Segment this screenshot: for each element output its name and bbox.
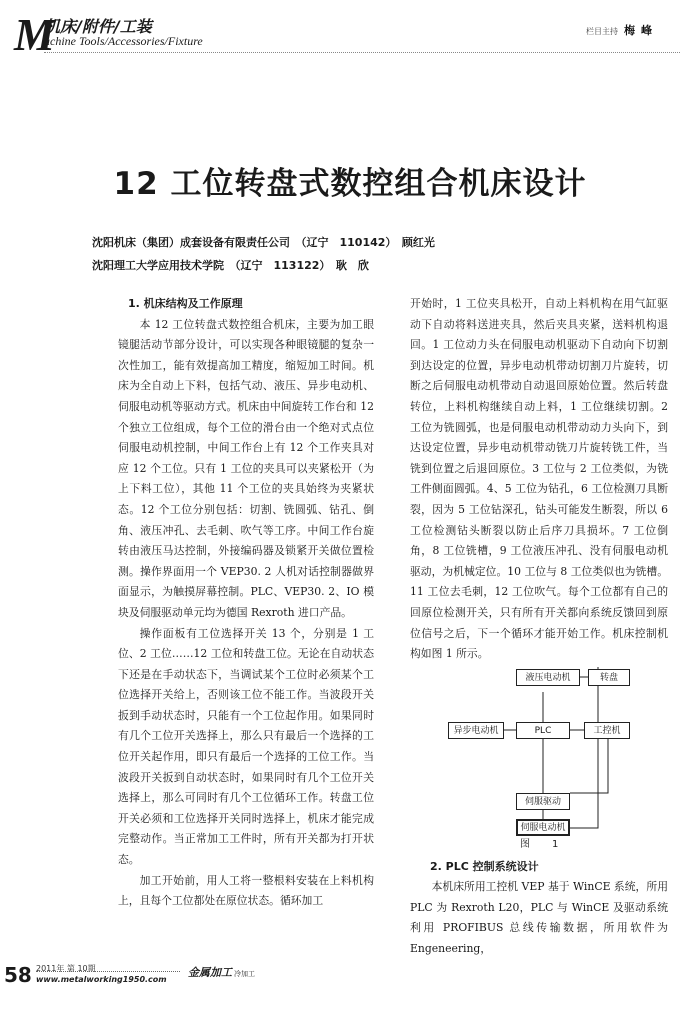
- column-title-en: achine Tools/Accessories/Fixture: [44, 34, 203, 48]
- column-title-cn: 机床/附件/工装: [44, 17, 152, 36]
- logo-letter: M: [14, 9, 55, 60]
- box-servo-drive: 伺服驱动: [516, 793, 570, 810]
- affiliation-2: 沈阳理工大学应用技术学院 （辽宁 113122） 耿 欣: [92, 259, 369, 272]
- issue-info: 2011年 第 10期: [36, 964, 96, 973]
- box-servo-motor: 伺服电动机: [516, 819, 570, 836]
- website-link[interactable]: www.metalworking1950.com: [36, 975, 167, 984]
- column-host-name: 梅峰: [624, 24, 658, 37]
- affiliation-1: 沈阳机床（集团）成套设备有限责任公司 （辽宁 110142） 顾红光: [92, 236, 435, 249]
- paragraph: 开始时，1 工位夹具松开，自动上料机构在用气缸驱动下自动将料送进夹具，然后夹具夹紧，送料机构退回。1 工位动力头在伺服电动机驱动下自动向下切割到达设定的位置，异步电动机带动切割刀片旋转，切断之后伺服电动机带动自动退回原始位置。然后转盘转位，上料机构继续自动上料，1 工位继续切割。2 工位为铣圆弧，也是伺服电动机带动动力头向下，到达设定位置，异步电动机带动铣刀片旋转铣工件，当铣到位置之后退回原位。3 工位与 2 工位类似，为铣工件侧面圆弧。4、5 工位为钻孔，6 工位检测刀具断裂，因为 5 工位钻深孔，钻头可能发生断裂，所以 6 工位检测钻头断裂以防止后序刀具损坏。7 工位倒角，8 工位铣槽，9 工位液压冲孔、没有伺服电动机驱动，为机械定位。10 工位与 8 工位类似也为铣槽。11 工位去毛刺，12 工位吹气。每个工位都有自己的回原位检测开关，只有所有开关都向系统反馈回到原位信号之后，下一个循环才能开始工作。机床控制机构如图 1 所示。: [410, 297, 668, 661]
- magazine-brand: [188, 964, 255, 980]
- right-column: [410, 294, 668, 960]
- brand-sub: 冷加工: [234, 970, 255, 978]
- control-diagram: [448, 667, 678, 857]
- figure-caption: 图 1: [520, 839, 565, 850]
- paragraph: 操作面板有工位选择开关 13 个，分别是 1 工位、2 工位……12 工位和转盘工位。无论在自动状态下还是在手动状态下，当调试某个工位时必须某个工位选择开关给上，否则该工位不能工作。当波段开关扳到手动状态时，只能有一个工位起作用。如果同时有几个工位开关选择上，那么只有最后一个选择的工位开关起作用，即只有最后一个选择的工位工作。当波段开关扳到自动状态时，如果同时有几个工位开关选择上，那么可同时有几个工位循环工作。转盘工位开关必须和工位选择开关同时选择上，机床才能完成完整动作。当正常加工工件时，所有开关都为打开状态。: [118, 626, 374, 867]
- section-2-heading: 2. PLC 控制系统设计: [430, 859, 539, 873]
- article-title: 12 工位转盘式数控组合机床设计: [113, 166, 587, 202]
- footer-divider: [36, 971, 180, 972]
- paragraph: 加工开始前，用人工将一整根料安装在上料机构上，且每个工位都处在原位状态。循环加工: [118, 873, 374, 908]
- left-column: [118, 294, 374, 912]
- paragraph: 本 12 工位转盘式数控组合机床，主要为加工眼镜腿活动节部分设计，可以实现各种眼镜腿的复杂一次性加工，能有效提高加工精度，缩短加工时间。机床为全自动上下料，包括气动、液压、异步电动机、伺服电动机等驱动方式。机床由中间旋转工作台和 12 个独立工位组成，每个工位的滑台由一个绝对式点位伺服电动机控制，中间工作台上有 12 个工作夹具对应 12 个工位。只有 1 工位的夹具可以夹紧松开（为上下料工位），其他 11 个工位的夹具始终为夹紧状态。12 个工位分别包括：切割、铣圆弧、钻孔、倒角、液压冲孔、去毛刺、吹气等工序。中间工作台旋转由液压马达控制，外接编码器及锁紧开关做位置检测。操作界面用一个 VEP30. 2 人机对话控制器做界面显示，为触摸屏幕控制。PLC、VEP30. 2、IO 模块及伺服驱动单元均为德国 Rexroth 进口产品。: [118, 317, 374, 619]
- box-hydraulic-motor: 液压电动机: [516, 669, 580, 686]
- box-ipc: 工控机: [584, 722, 630, 739]
- column-host-label: 栏目主持: [586, 27, 618, 36]
- box-plc: PLC: [516, 722, 570, 739]
- brand-name: 金属加工: [188, 966, 232, 979]
- header-divider: [44, 52, 680, 53]
- section-1-heading: 1. 机床结构及工作原理: [128, 297, 243, 310]
- box-turntable: 转盘: [588, 669, 630, 686]
- box-async-motor: 异步电动机: [448, 722, 504, 739]
- paragraph: 本机床所用工控机 VEP 基于 WinCE 系统，所用 PLC 为 Rexroth L20，PLC 与 WinCE 及驱动系统利用 PROFIBUS 总线传输数据，所用软件为 Engeneering，: [410, 880, 668, 956]
- conn-ipc-servo-drive: [570, 739, 608, 793]
- column-host: [586, 22, 658, 38]
- page-number: 58: [4, 963, 32, 987]
